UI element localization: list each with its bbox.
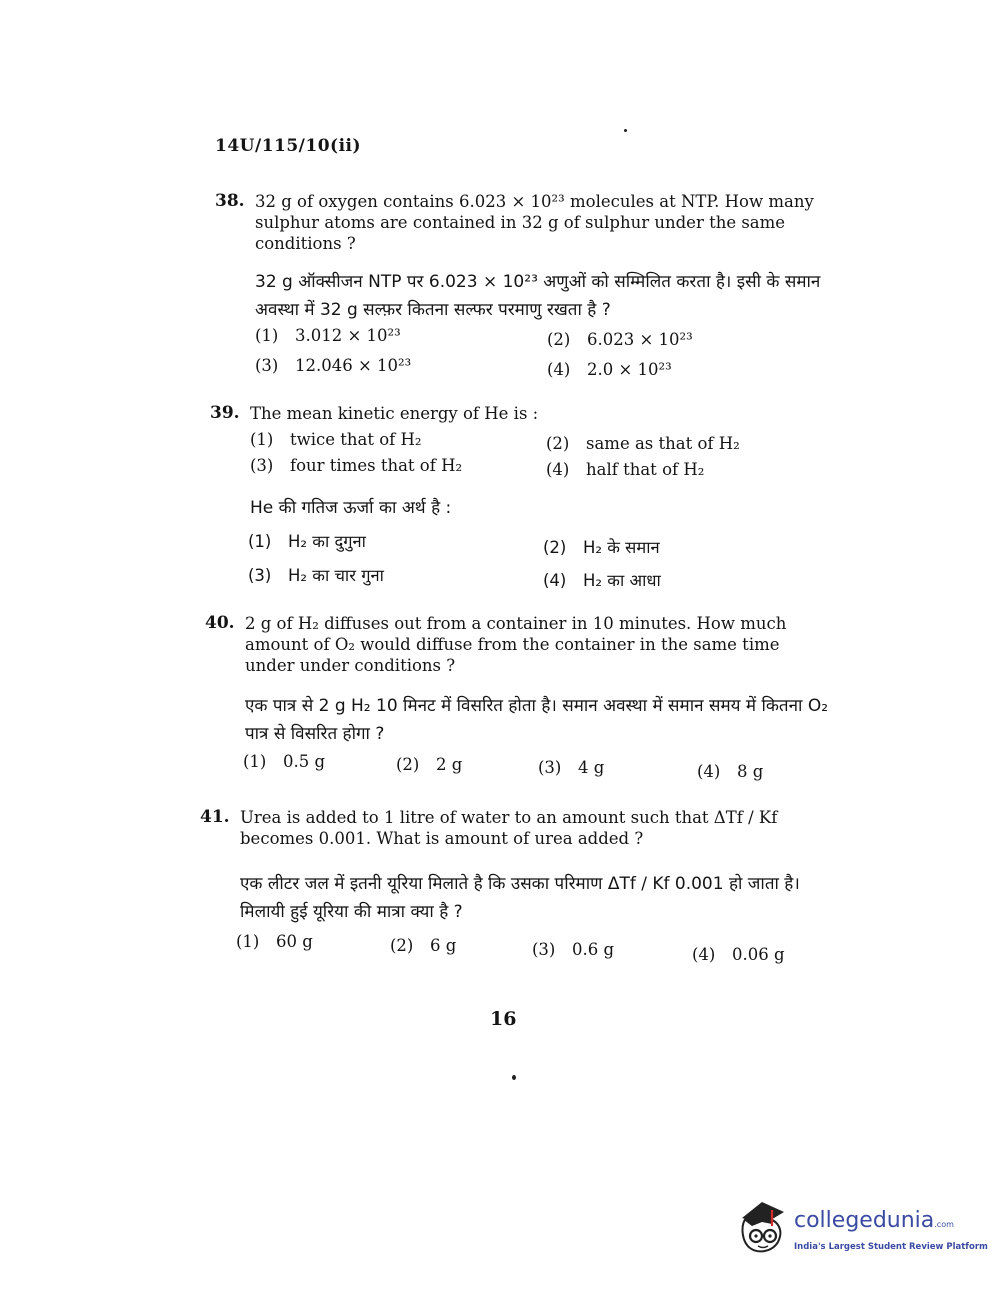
option-1: (1) H₂ का दुगुना (248, 532, 366, 551)
option-3: (3) H₂ का चार गुना (248, 566, 384, 585)
option-2: (2) H₂ के समान (543, 538, 660, 557)
option-3: (3) 12.046 × 10²³ (255, 356, 412, 375)
question-number: 39. (210, 403, 240, 423)
option-4: (4) 2.0 × 10²³ (547, 360, 672, 379)
brand-tagline: India's Largest Student Review Platform (794, 1242, 988, 1252)
question-text-hindi: 32 g ऑक्सीजन NTP पर 6.023 × 10²³ अणुओं को सम्मिलित करता है। इसी के समान अवस्था में 32 g सल्फ़र कितना सल्फर परमाणु रखता है ? (255, 272, 821, 320)
paper-code: 14U/115/10(ii) (215, 136, 362, 156)
option-2: (2) 6.023 × 10²³ (547, 330, 693, 349)
brand-name: collegedunia.com (794, 1208, 954, 1233)
question-39-text-hindi: He की गतिज ऊर्जा का अर्थ है : (250, 498, 452, 518)
question-text-hindi: एक लीटर जल में इतनी यूरिया मिलाते है कि उसका परिमाण ΔTf / Kf 0.001 हो जाता है। मिलायी हुई यूरिया की मात्रा क्या है ? (240, 874, 800, 922)
option-4: (4) 8 g (697, 762, 764, 781)
question-text-english: 32 g of oxygen contains 6.023 × 10²³ molecules at NTP. How many sulphur atoms are contained in 32 g of sulphur under the same conditions ? (255, 192, 814, 253)
option-1: (1) twice that of H₂ (250, 430, 422, 449)
option-1: (1) 3.012 × 10²³ (255, 326, 401, 345)
question-number: 41. (200, 807, 230, 827)
collegedunia-logo (732, 1196, 988, 1266)
option-4: (4) 0.06 g (692, 945, 785, 964)
option-2: (2) same as that of H₂ (546, 434, 740, 453)
scan-speck (624, 129, 627, 132)
page-number: 16 (490, 1008, 517, 1030)
question-text-english: Urea is added to 1 litre of water to an amount such that ΔTf / Kf becomes 0.001. What is amount of urea added ? (240, 808, 778, 848)
student-mascot-icon (732, 1196, 790, 1260)
option-2: (2) 2 g (396, 755, 463, 774)
option-3: (3) four times that of H₂ (250, 456, 463, 475)
question-text-hindi: एक पात्र से 2 g H₂ 10 मिनट में विसरित होता है। समान अवस्था में समान समय में कितना O₂ पात्र से विसरित होगा ? (245, 696, 829, 744)
option-1: (1) 0.5 g (243, 752, 326, 771)
question-text-english: 2 g of H₂ diffuses out from a container in 10 minutes. How much amount of O₂ would diffuse from the container in the same time under under conditions ? (245, 614, 787, 675)
option-4: (4) half that of H₂ (546, 460, 705, 479)
option-1: (1) 60 g (236, 932, 313, 951)
option-3: (3) 0.6 g (532, 940, 615, 959)
option-4: (4) H₂ का आधा (543, 571, 661, 590)
scan-speck (512, 1075, 516, 1080)
question-number: 40. (205, 613, 235, 633)
question-text-english: The mean kinetic energy of He is : (250, 404, 539, 423)
question-number: 38. (215, 191, 245, 211)
option-2: (2) 6 g (390, 936, 457, 955)
option-3: (3) 4 g (538, 758, 605, 777)
